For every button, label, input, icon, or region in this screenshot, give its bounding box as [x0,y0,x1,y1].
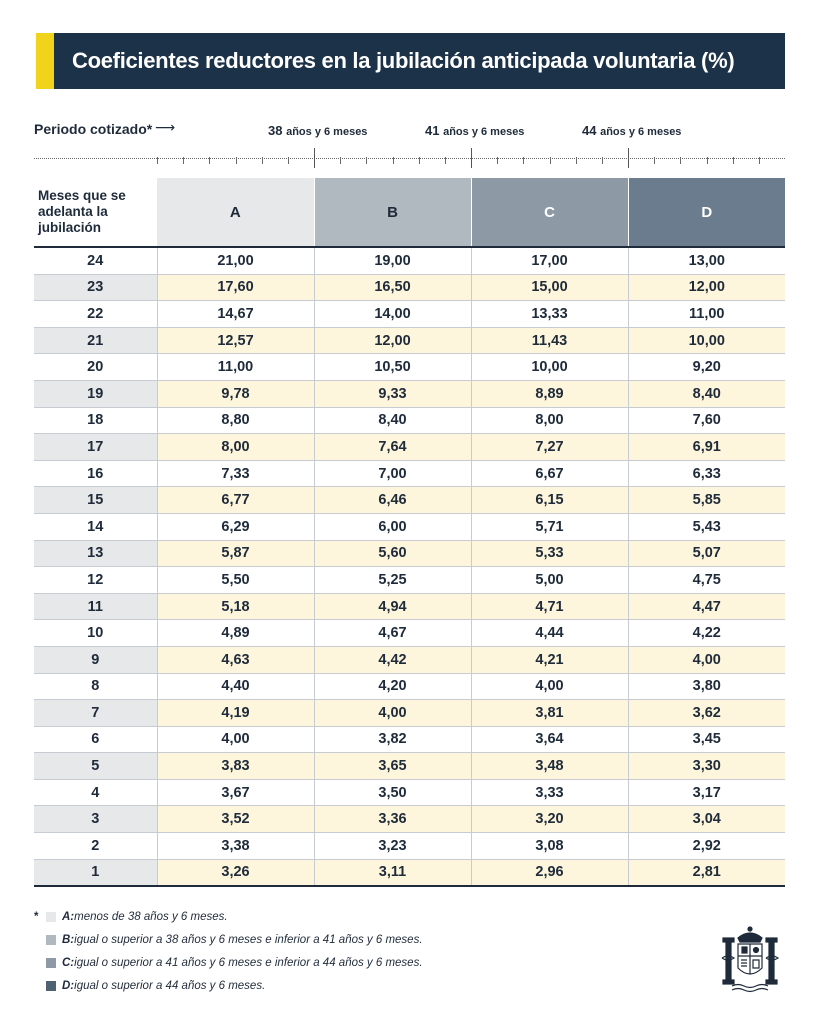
scale-tick [654,157,655,164]
coefficient-cell-d: 6,33 [628,460,785,487]
table-row [34,833,785,860]
months-cell: 24 [34,247,157,274]
table-row [34,859,785,886]
coefficient-cell-b: 7,00 [314,460,471,487]
table-row [34,327,785,354]
coefficient-cell-d: 8,40 [628,380,785,407]
coefficient-cell-a: 4,19 [157,700,314,727]
table-row [34,646,785,673]
coefficient-cell-a: 5,87 [157,540,314,567]
months-cell: 20 [34,354,157,381]
table-row [34,487,785,514]
coefficient-cell-c: 15,00 [471,274,628,301]
scale-tick [209,157,210,164]
months-cell: 10 [34,620,157,647]
coefficient-cell-a: 4,63 [157,646,314,673]
legend-key-a: A: [62,910,75,923]
table-row [34,513,785,540]
page-title-text: Coeficientes reductores en la jubilación anticipada voluntaria (%) [72,48,735,73]
coefficient-cell-d: 13,00 [628,247,785,274]
coefficient-cell-b: 7,64 [314,434,471,461]
scale-tick [759,157,760,164]
scale-tick [236,157,237,164]
coefficient-cell-a: 6,77 [157,487,314,514]
legend [34,905,423,997]
column-header-d: D [628,178,785,247]
coefficient-cell-c: 17,00 [471,247,628,274]
coefficient-cell-d: 10,00 [628,327,785,354]
coefficient-cell-c: 5,33 [471,540,628,567]
scale-tick [497,157,498,164]
scale-tick [393,157,394,164]
coefficient-cell-a: 4,40 [157,673,314,700]
coat-of-arms-icon [718,924,782,994]
months-cell: 3 [34,806,157,833]
coefficient-cell-b: 4,20 [314,673,471,700]
coefficient-cell-c: 3,33 [471,779,628,806]
coefficient-cell-d: 2,92 [628,833,785,860]
coefficient-cell-d: 4,22 [628,620,785,647]
months-cell: 4 [34,779,157,806]
coefficient-cell-d: 6,91 [628,434,785,461]
legend-item-c [34,951,423,974]
coefficient-cell-d: 9,20 [628,354,785,381]
months-cell: 6 [34,726,157,753]
legend-key-c: C: [62,956,75,969]
months-cell: 13 [34,540,157,567]
table-row [34,460,785,487]
scale-major-tick [471,148,472,168]
months-cell: 17 [34,434,157,461]
period-label: Periodo cotizado* [34,121,153,137]
table-row [34,700,785,727]
period-mark-38: 38 años y 6 meses [268,123,368,138]
coefficient-cell-a: 3,26 [157,859,314,886]
coefficient-cell-a: 3,67 [157,779,314,806]
coefficient-cell-d: 4,75 [628,567,785,594]
scale-tick [707,157,708,164]
coefficient-cell-b: 3,50 [314,779,471,806]
coefficient-cell-b: 3,65 [314,753,471,780]
coefficient-cell-a: 8,80 [157,407,314,434]
coefficient-cell-d: 4,47 [628,593,785,620]
coefficient-cell-a: 7,33 [157,460,314,487]
months-cell: 15 [34,487,157,514]
coefficient-cell-c: 8,00 [471,407,628,434]
scale-tick [523,157,524,164]
coefficient-cell-b: 16,50 [314,274,471,301]
coefficient-cell-d: 3,17 [628,779,785,806]
months-cell: 7 [34,700,157,727]
table-row [34,540,785,567]
coefficient-cell-b: 3,36 [314,806,471,833]
scale-major-tick [628,148,629,168]
months-cell: 11 [34,593,157,620]
coefficient-cell-c: 4,21 [471,646,628,673]
coefficient-cell-a: 14,67 [157,301,314,328]
scale-tick [366,157,367,164]
legend-swatch-a [46,912,56,922]
months-cell: 9 [34,646,157,673]
coefficient-cell-d: 11,00 [628,301,785,328]
coefficient-cell-c: 3,64 [471,726,628,753]
scale-tick [550,157,551,164]
coefficient-cell-c: 8,89 [471,380,628,407]
coefficient-cell-a: 5,18 [157,593,314,620]
months-cell: 16 [34,460,157,487]
table-row [34,673,785,700]
coefficient-cell-b: 3,82 [314,726,471,753]
coefficient-cell-d: 2,81 [628,859,785,886]
coefficient-cell-d: 5,07 [628,540,785,567]
coefficient-cell-c: 5,71 [471,513,628,540]
coefficient-cell-a: 3,52 [157,806,314,833]
scale-tick [262,157,263,164]
coefficient-cell-b: 14,00 [314,301,471,328]
legend-item-d [34,974,423,997]
legend-key-b: B: [62,933,75,946]
scale-tick [157,157,158,164]
title-accent-bar [36,33,54,89]
coefficient-cell-b: 10,50 [314,354,471,381]
coefficient-cell-a: 4,89 [157,620,314,647]
coefficient-cell-c: 4,00 [471,673,628,700]
legend-swatch-d [46,981,56,991]
coefficient-cell-d: 3,30 [628,753,785,780]
table-row [34,779,785,806]
coefficient-cell-b: 4,42 [314,646,471,673]
coefficient-cell-c: 7,27 [471,434,628,461]
coefficient-cell-c: 6,15 [471,487,628,514]
scale-tick [288,157,289,164]
coefficient-cell-c: 5,00 [471,567,628,594]
months-cell: 12 [34,567,157,594]
table-row [34,753,785,780]
coefficient-cell-d: 5,43 [628,513,785,540]
coefficient-cell-d: 12,00 [628,274,785,301]
coefficient-cell-c: 2,96 [471,859,628,886]
coefficient-cell-a: 11,00 [157,354,314,381]
coefficient-cell-c: 3,81 [471,700,628,727]
scale-tick [183,157,184,164]
table-row [34,806,785,833]
legend-text-c: igual o superior a 41 años y 6 meses e inferior a 44 años y 6 meses. [74,956,423,969]
column-header-a: A [157,178,314,247]
period-scale [157,158,785,168]
row-header-label: Meses que se adelanta la jubilación [34,178,157,247]
coefficient-cell-b: 8,40 [314,407,471,434]
coefficient-cell-c: 11,43 [471,327,628,354]
coefficient-cell-c: 10,00 [471,354,628,381]
column-header-b: B [314,178,471,247]
months-cell: 22 [34,301,157,328]
scale-tick [680,157,681,164]
months-cell: 21 [34,327,157,354]
coefficient-cell-b: 6,46 [314,487,471,514]
coefficient-cell-b: 4,94 [314,593,471,620]
months-cell: 23 [34,274,157,301]
legend-item-a [34,905,423,928]
legend-key-d: D: [62,979,75,992]
table-row [34,247,785,274]
months-cell: 2 [34,833,157,860]
table-header-row [34,178,785,247]
coefficient-cell-a: 6,29 [157,513,314,540]
coefficient-cell-d: 3,45 [628,726,785,753]
legend-asterisk: * [34,910,39,923]
coefficient-cell-c: 6,67 [471,460,628,487]
coefficient-cell-a: 12,57 [157,327,314,354]
coefficient-cell-b: 6,00 [314,513,471,540]
table-row [34,407,785,434]
scale-tick [576,157,577,164]
coefficient-cell-b: 4,00 [314,700,471,727]
table-row [34,354,785,381]
coefficient-cell-d: 4,00 [628,646,785,673]
coefficient-cell-c: 3,20 [471,806,628,833]
table-row [34,380,785,407]
coefficient-cell-b: 3,23 [314,833,471,860]
table-row [34,593,785,620]
scale-tick [602,157,603,164]
coefficient-cell-b: 4,67 [314,620,471,647]
coefficient-cell-c: 13,33 [471,301,628,328]
coefficient-cell-b: 5,60 [314,540,471,567]
coefficient-cell-d: 3,80 [628,673,785,700]
coefficient-cell-a: 3,83 [157,753,314,780]
legend-swatch-c [46,958,56,968]
coefficient-cell-a: 3,38 [157,833,314,860]
coefficient-cell-b: 9,33 [314,380,471,407]
coefficient-cell-a: 21,00 [157,247,314,274]
coefficient-cell-a: 9,78 [157,380,314,407]
legend-text-a: menos de 38 años y 6 meses. [74,910,228,923]
months-cell: 19 [34,380,157,407]
legend-item-b [34,928,423,951]
coefficient-cell-a: 4,00 [157,726,314,753]
months-cell: 18 [34,407,157,434]
legend-text-b: igual o superior a 38 años y 6 meses e inferior a 41 años y 6 meses. [74,933,423,946]
coefficient-cell-c: 3,48 [471,753,628,780]
coefficient-cell-d: 3,62 [628,700,785,727]
table-row [34,274,785,301]
coefficient-cell-d: 3,04 [628,806,785,833]
months-cell: 5 [34,753,157,780]
coefficient-cell-c: 3,08 [471,833,628,860]
table-row [34,434,785,461]
scale-tick [419,157,420,164]
coefficient-cell-c: 4,71 [471,593,628,620]
table-row [34,620,785,647]
table-row [34,567,785,594]
coefficients-table [34,178,785,887]
coefficient-cell-a: 17,60 [157,274,314,301]
table-row [34,301,785,328]
scale-tick [733,157,734,164]
arrow-right-icon: ⟶ [155,119,176,135]
legend-text-d: igual o superior a 44 años y 6 meses. [74,979,266,992]
legend-swatch-b [46,935,56,945]
scale-tick [340,157,341,164]
coefficient-cell-a: 8,00 [157,434,314,461]
column-header-c: C [471,178,628,247]
period-mark-44: 44 años y 6 meses [582,123,682,138]
coefficient-cell-c: 4,44 [471,620,628,647]
coefficient-cell-b: 3,11 [314,859,471,886]
scale-major-tick [314,148,315,168]
coefficient-cell-b: 19,00 [314,247,471,274]
coefficient-cell-d: 5,85 [628,487,785,514]
months-cell: 8 [34,673,157,700]
months-cell: 1 [34,859,157,886]
coefficient-cell-d: 7,60 [628,407,785,434]
coefficient-cell-a: 5,50 [157,567,314,594]
months-cell: 14 [34,513,157,540]
page-title [54,33,785,89]
coefficient-cell-b: 5,25 [314,567,471,594]
coefficient-cell-b: 12,00 [314,327,471,354]
period-mark-41: 41 años y 6 meses [425,123,525,138]
scale-tick [445,157,446,164]
table-row [34,726,785,753]
